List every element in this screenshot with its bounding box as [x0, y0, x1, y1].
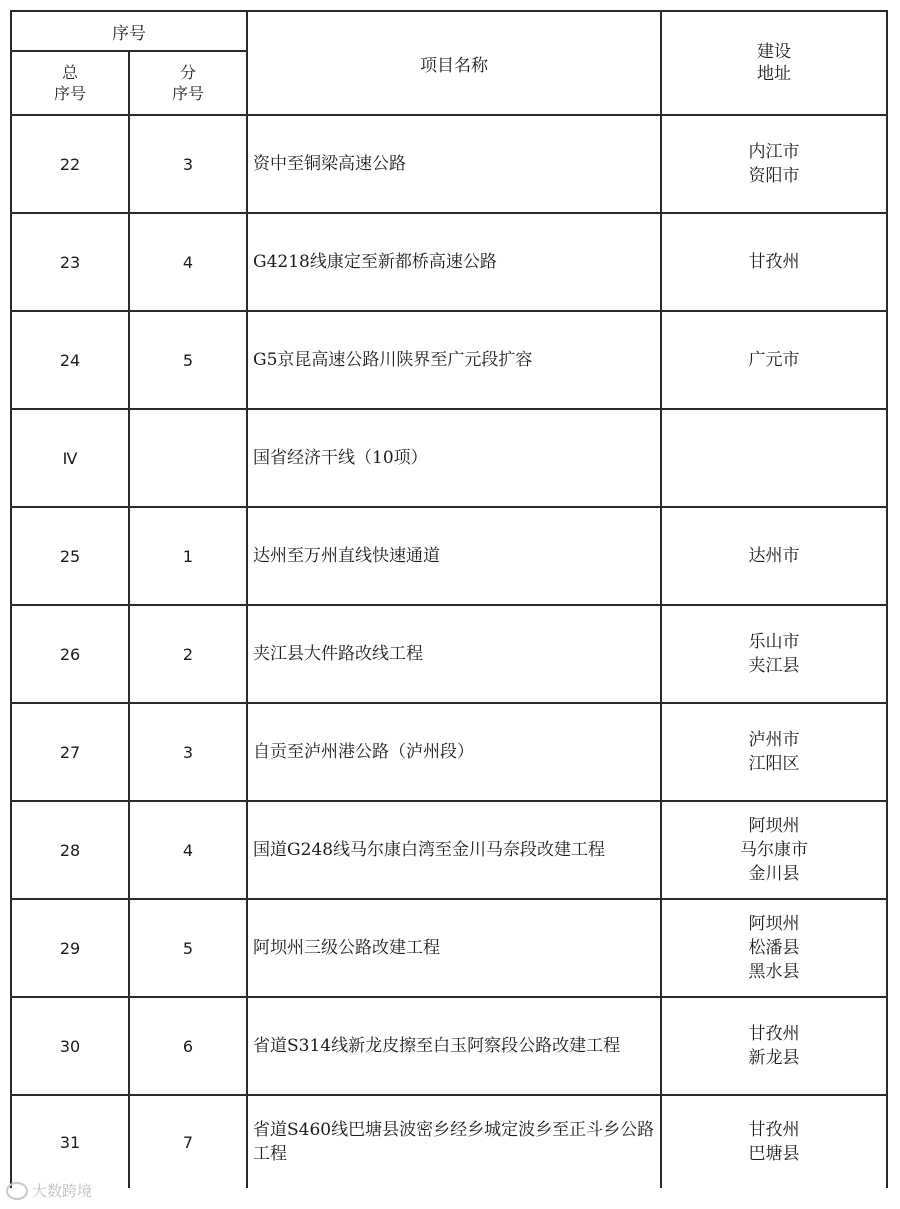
site-line: 内江市: [748, 142, 800, 162]
cell-project-name: 国省经济干线（10项）: [247, 409, 661, 507]
cell-site: [661, 801, 887, 899]
table-row: [11, 899, 887, 997]
cell-sub-serial: 7: [129, 1095, 247, 1188]
header-serial-group: 序号: [11, 11, 247, 51]
header-sub-serial: 分 序号: [129, 51, 247, 115]
cell-site: [661, 213, 887, 311]
cell-total-serial: 28: [11, 801, 129, 899]
cell-total-serial: 31: [11, 1095, 129, 1188]
table-row: [11, 605, 887, 703]
cell-sub-serial: 4: [129, 801, 247, 899]
site-line: 阿坝州: [748, 816, 800, 836]
cell-total-serial: 27: [11, 703, 129, 801]
table-body: [11, 115, 887, 1188]
cell-project-name: 自贡至泸州港公路（泸州段）: [247, 703, 661, 801]
cell-sub-serial: 1: [129, 507, 247, 605]
cell-total-serial: 24: [11, 311, 129, 409]
cell-sub-serial: 6: [129, 997, 247, 1095]
cell-sub-serial: 5: [129, 311, 247, 409]
cell-site: [661, 899, 887, 997]
table-row: [11, 1095, 887, 1188]
site-line: 甘孜州: [748, 1024, 800, 1044]
cell-site: [661, 311, 887, 409]
cell-site: [661, 1095, 887, 1188]
table-row: [11, 409, 887, 507]
cell-sub-serial: 5: [129, 899, 247, 997]
site-line: 江阳区: [748, 754, 800, 774]
table-row: [11, 507, 887, 605]
site-line: 达州市: [748, 546, 800, 566]
site-line: 马尔康市: [740, 840, 808, 860]
cell-sub-serial: 2: [129, 605, 247, 703]
cell-project-name: 阿坝州三级公路改建工程: [247, 899, 661, 997]
cell-site: [661, 703, 887, 801]
cell-sub-serial: 3: [129, 115, 247, 213]
site-line: 阿坝州: [748, 914, 800, 934]
table-row: [11, 213, 887, 311]
site-line: 甘孜州: [748, 252, 800, 272]
cell-project-name: 省道S460线巴塘县波密乡经乡城定波乡至正斗乡公路工程: [247, 1095, 661, 1188]
cell-total-serial: 26: [11, 605, 129, 703]
cell-total-serial: 29: [11, 899, 129, 997]
site-line: 松潘县: [748, 938, 800, 958]
header-site: 建设 地址: [661, 11, 887, 115]
table-row: [11, 311, 887, 409]
cell-site: [661, 997, 887, 1095]
cell-project-name: 资中至铜梁高速公路: [247, 115, 661, 213]
table-row: [11, 115, 887, 213]
cell-site: [661, 605, 887, 703]
site-line: 甘孜州: [748, 1120, 800, 1140]
cell-project-name: 夹江县大件路改线工程: [247, 605, 661, 703]
site-line: 广元市: [748, 350, 800, 370]
cell-project-name: G5京昆高速公路川陕界至广元段扩容: [247, 311, 661, 409]
site-line: 黑水县: [748, 962, 800, 982]
site-line: 金川县: [748, 864, 800, 884]
cell-sub-serial: [129, 409, 247, 507]
site-line: 泸州市: [748, 730, 800, 750]
table-row: [11, 703, 887, 801]
site-line: 新龙县: [748, 1048, 800, 1068]
cell-project-name: 省道S314线新龙皮擦至白玉阿察段公路改建工程: [247, 997, 661, 1095]
header-total-serial: 总 序号: [11, 51, 129, 115]
cell-site: [661, 507, 887, 605]
watermark-text: 大数跨境: [32, 1182, 93, 1200]
cell-sub-serial: 4: [129, 213, 247, 311]
cell-project-name: 国道G248线马尔康白湾至金川马奈段改建工程: [247, 801, 661, 899]
project-table: [10, 10, 888, 1188]
table-header: [11, 11, 887, 115]
cell-total-serial: 30: [11, 997, 129, 1095]
watermark-logo-icon: [6, 1182, 28, 1200]
cell-total-serial: 22: [11, 115, 129, 213]
table-row: [11, 801, 887, 899]
cell-sub-serial: 3: [129, 703, 247, 801]
cell-project-name: 达州至万州直线快速通道: [247, 507, 661, 605]
site-line: 夹江县: [748, 656, 800, 676]
site-line: 资阳市: [748, 166, 800, 186]
site-line: 巴塘县: [748, 1144, 800, 1164]
cell-total-serial: 23: [11, 213, 129, 311]
cell-total-serial: 25: [11, 507, 129, 605]
site-line: 乐山市: [748, 632, 800, 652]
table-row: [11, 997, 887, 1095]
cell-project-name: G4218线康定至新都桥高速公路: [247, 213, 661, 311]
header-project-name: 项目名称: [247, 11, 661, 115]
cell-total-serial: Ⅳ: [11, 409, 129, 507]
cell-site: [661, 115, 887, 213]
watermark: [6, 1180, 92, 1201]
cell-site: [661, 409, 887, 507]
